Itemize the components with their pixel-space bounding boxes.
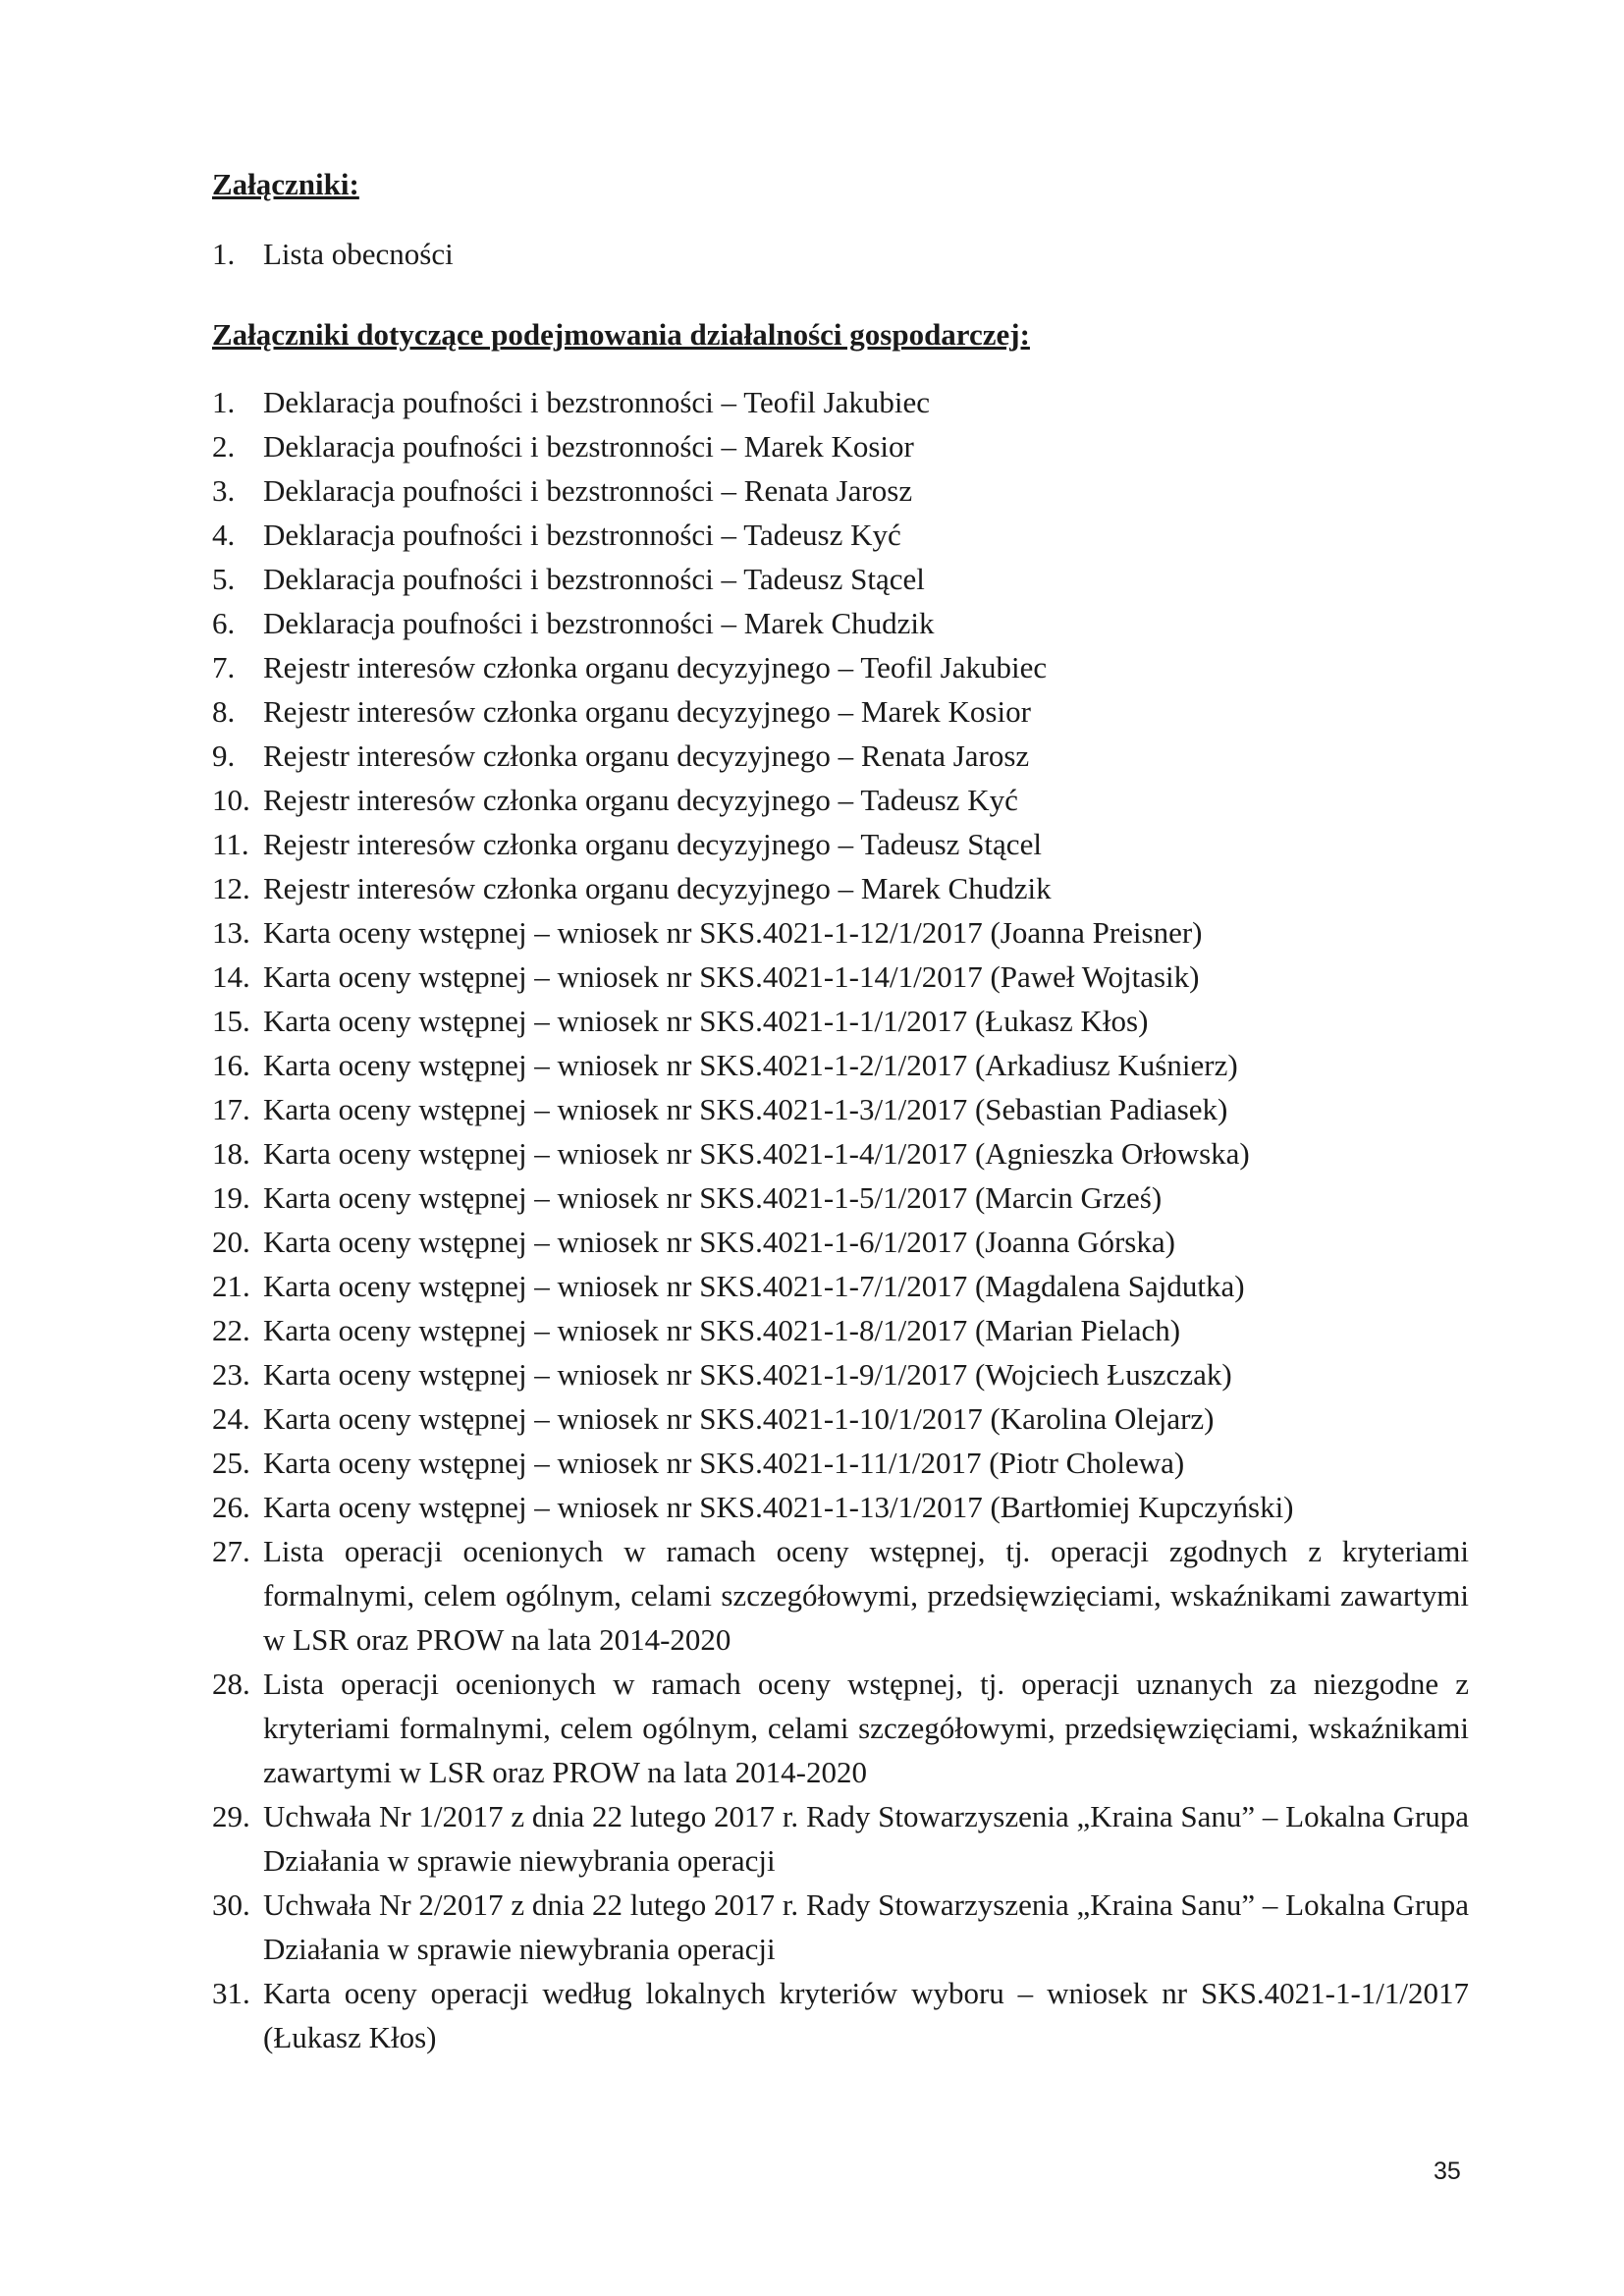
list-item xyxy=(212,689,1469,734)
list-item xyxy=(212,645,1469,689)
list-item-text: Karta oceny wstępnej – wniosek nr SKS.4021-1-13/1/2017 (Bartłomiej Kupczyński) xyxy=(263,1490,1294,1524)
list-item-text: Rejestr interesów członka organu decyzyjnego – Marek Kosior xyxy=(263,694,1031,729)
list-item-number: 15. xyxy=(212,1004,250,1038)
attachments-heading: Załączniki: xyxy=(212,167,359,201)
list-item xyxy=(212,734,1469,778)
list-item xyxy=(212,1043,1469,1087)
list-item xyxy=(212,955,1469,999)
list-item-text: Karta oceny wstępnej – wniosek nr SKS.4021-1-5/1/2017 (Marcin Grześ) xyxy=(263,1180,1163,1215)
list-item-number: 5. xyxy=(212,562,236,596)
list-item-text: Uchwała Nr 1/2017 z dnia 22 lutego 2017 r. Rady Stowarzyszenia „Kraina Sanu” – Lokalna Grupa Działania w sprawie niewybrania operacji xyxy=(263,1799,1469,1878)
list-item-text: Rejestr interesów członka organu decyzyjnego – Teofil Jakubiec xyxy=(263,650,1048,684)
list-item-number: 9. xyxy=(212,738,236,773)
list-item-number: 28. xyxy=(212,1667,250,1701)
list-item-text: Karta oceny wstępnej – wniosek nr SKS.4021-1-8/1/2017 (Marian Pielach) xyxy=(263,1313,1181,1347)
list-item-text: Rejestr interesów członka organu decyzyjnego – Renata Jarosz xyxy=(263,738,1030,773)
list-item-text: Karta oceny wstępnej – wniosek nr SKS.4021-1-2/1/2017 (Arkadiusz Kuśnierz) xyxy=(263,1048,1238,1082)
list-item xyxy=(212,601,1469,645)
list-item-text: Karta oceny wstępnej – wniosek nr SKS.4021-1-3/1/2017 (Sebastian Padiasek) xyxy=(263,1092,1228,1126)
list-item-number: 1. xyxy=(212,237,236,271)
list-item xyxy=(212,1485,1469,1529)
list-item-number: 3. xyxy=(212,473,236,508)
list-item xyxy=(212,1971,1469,2059)
list-item-number: 1. xyxy=(212,385,236,419)
list-item-text: Rejestr interesów członka organu decyzyjnego – Marek Chudzik xyxy=(263,871,1052,905)
list-item-number: 17. xyxy=(212,1092,250,1126)
list-item-text: Deklaracja poufności i bezstronności – Teofil Jakubiec xyxy=(263,385,931,419)
list-item xyxy=(212,910,1469,955)
list-item xyxy=(212,1131,1469,1175)
list-item-text: Karta oceny wstępnej – wniosek nr SKS.4021-1-12/1/2017 (Joanna Preisner) xyxy=(263,915,1203,950)
list-item-text: Karta oceny wstępnej – wniosek nr SKS.4021-1-1/1/2017 (Łukasz Kłos) xyxy=(263,1004,1149,1038)
list-item xyxy=(212,1220,1469,1264)
list-item-number: 26. xyxy=(212,1490,250,1524)
document-content xyxy=(212,165,1469,2059)
list-item-text: Karta oceny wstępnej – wniosek nr SKS.4021-1-14/1/2017 (Paweł Wojtasik) xyxy=(263,959,1200,994)
list-item xyxy=(212,557,1469,601)
list-item xyxy=(212,1529,1469,1662)
list-item-number: 23. xyxy=(212,1357,250,1392)
list-item-text: Karta oceny wstępnej – wniosek nr SKS.4021-1-4/1/2017 (Agnieszka Orłowska) xyxy=(263,1136,1250,1171)
list-item xyxy=(212,468,1469,513)
list-item-text: Karta oceny wstępnej – wniosek nr SKS.4021-1-6/1/2017 (Joanna Górska) xyxy=(263,1225,1175,1259)
list-item-number: 7. xyxy=(212,650,236,684)
list-item xyxy=(212,999,1469,1043)
list-item-number: 31. xyxy=(212,1976,250,2010)
list-item-text: Rejestr interesów członka organu decyzyjnego – Tadeusz Kyć xyxy=(263,783,1018,817)
list-item xyxy=(212,1352,1469,1396)
list-item xyxy=(212,1883,1469,1971)
list-item-number: 30. xyxy=(212,1887,250,1922)
list-item-text: Uchwała Nr 2/2017 z dnia 22 lutego 2017 r. Rady Stowarzyszenia „Kraina Sanu” – Lokalna Grupa Działania w sprawie niewybrania operacji xyxy=(263,1887,1469,1966)
list-item-number: 4. xyxy=(212,518,236,552)
business-attachments-list xyxy=(212,380,1469,2059)
list-item xyxy=(212,1175,1469,1220)
list-item-number: 24. xyxy=(212,1401,250,1436)
list-item-text: Karta oceny wstępnej – wniosek nr SKS.4021-1-7/1/2017 (Magdalena Sajdutka) xyxy=(263,1269,1245,1303)
list-item-number: 25. xyxy=(212,1446,250,1480)
list-item-number: 10. xyxy=(212,783,250,817)
list-item-number: 2. xyxy=(212,429,236,464)
list-item xyxy=(212,424,1469,468)
list-item xyxy=(212,1396,1469,1441)
list-item-text: Deklaracja poufności i bezstronności – Renata Jarosz xyxy=(263,473,913,508)
list-item-text: Rejestr interesów członka organu decyzyjnego – Tadeusz Stącel xyxy=(263,827,1042,861)
list-item-number: 29. xyxy=(212,1799,250,1833)
list-item-number: 16. xyxy=(212,1048,250,1082)
list-item xyxy=(212,822,1469,866)
list-item-number: 27. xyxy=(212,1534,250,1568)
list-item-text: Karta oceny wstępnej – wniosek nr SKS.4021-1-11/1/2017 (Piotr Cholewa) xyxy=(263,1446,1185,1480)
list-item xyxy=(212,1264,1469,1308)
list-item xyxy=(212,1308,1469,1352)
list-item xyxy=(212,1794,1469,1883)
list-item-text: Lista operacji ocenionych w ramach oceny wstępnej, tj. operacji zgodnych z kryteriami formalnymi, celem ogólnym, celami szczegółowymi, przedsięwzięciami, wskaźnikami zawartymi w LSR oraz PROW na lata 2014-2020 xyxy=(263,1534,1469,1657)
list-item-number: 13. xyxy=(212,915,250,950)
list-item-text: Lista obecności xyxy=(263,237,454,271)
list-item-text: Lista operacji ocenionych w ramach oceny wstępnej, tj. operacji uznanych za niezgodne z kryteriami formalnymi, celem ogólnym, celami szczegółowymi, przedsięwzięciami, wskaźnikami zawartymi w LSR oraz PROW na lata 2014-2020 xyxy=(263,1667,1469,1789)
list-item xyxy=(212,513,1469,557)
list-item-text: Deklaracja poufności i bezstronności – Tadeusz Stącel xyxy=(263,562,925,596)
list-item-number: 22. xyxy=(212,1313,250,1347)
list-item xyxy=(212,866,1469,910)
list-item-text: Karta oceny wstępnej – wniosek nr SKS.4021-1-9/1/2017 (Wojciech Łuszczak) xyxy=(263,1357,1232,1392)
list-item-number: 11. xyxy=(212,827,249,861)
list-item xyxy=(212,380,1469,424)
list-item-text: Karta oceny operacji według lokalnych kryteriów wyboru – wniosek nr SKS.4021-1-1/1/2017 (Łukasz Kłos) xyxy=(263,1976,1469,2054)
list-item-text: Deklaracja poufności i bezstronności – Tadeusz Kyć xyxy=(263,518,901,552)
list-item xyxy=(212,1662,1469,1794)
list-item xyxy=(212,778,1469,822)
list-item-text: Karta oceny wstępnej – wniosek nr SKS.4021-1-10/1/2017 (Karolina Olejarz) xyxy=(263,1401,1215,1436)
list-item-number: 14. xyxy=(212,959,250,994)
attachments-list xyxy=(212,232,1469,276)
list-item-number: 18. xyxy=(212,1136,250,1171)
list-item-number: 6. xyxy=(212,606,236,640)
page-number: 35 xyxy=(1434,2158,1461,2185)
list-item-text: Deklaracja poufności i bezstronności – Marek Chudzik xyxy=(263,606,935,640)
list-item-number: 12. xyxy=(212,871,250,905)
list-item xyxy=(212,1087,1469,1131)
list-item-text: Deklaracja poufności i bezstronności – Marek Kosior xyxy=(263,429,914,464)
list-item-number: 19. xyxy=(212,1180,250,1215)
business-attachments-heading: Załączniki dotyczące podejmowania działalności gospodarczej: xyxy=(212,317,1030,352)
list-item xyxy=(212,232,1469,276)
list-item-number: 21. xyxy=(212,1269,250,1303)
list-item-number: 20. xyxy=(212,1225,250,1259)
list-item xyxy=(212,1441,1469,1485)
list-item-number: 8. xyxy=(212,694,236,729)
